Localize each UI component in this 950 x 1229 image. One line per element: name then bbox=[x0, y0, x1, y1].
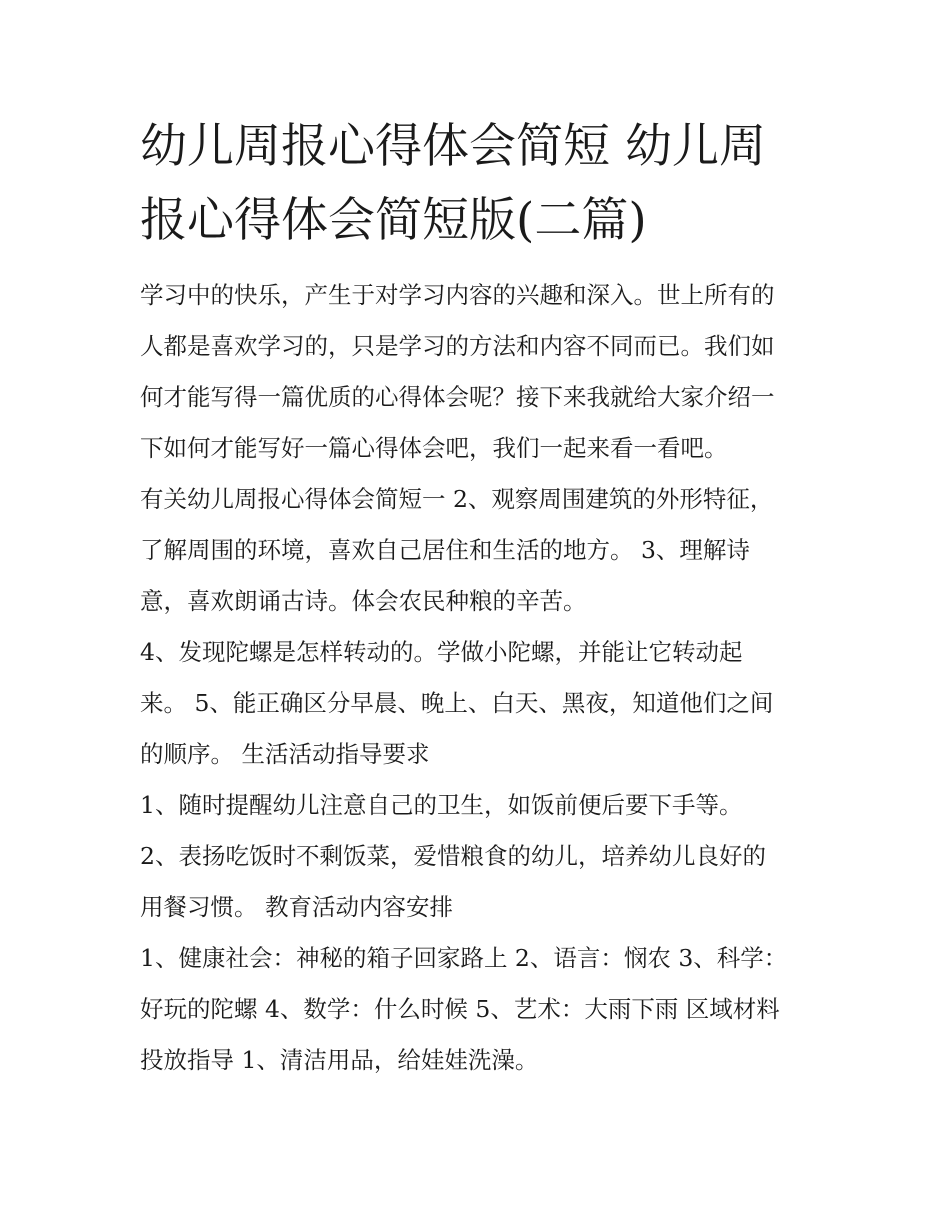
paragraph-life-2: 2、表扬吃饭时不剩饭菜，爱惜粮食的幼儿，培养幼儿良好的 用餐习惯。 教育活动内容安排 bbox=[140, 842, 766, 921]
document-title: 幼儿周报心得体会简短 幼儿周 报心得体会简短版(二篇) bbox=[140, 119, 766, 248]
document-body bbox=[140, 110, 820, 1086]
paragraph-goals-1: 有关幼儿周报心得体会简短一 2、观察周围建筑的外形特征， 了解周围的环境，喜欢自己居住和生活的地方。 3、理解诗 意，喜欢朗诵古诗。体会农民种粮的辛苦。 bbox=[140, 485, 774, 615]
paragraph-goals-2: 4、发现陀螺是怎样转动的。学做小陀螺，并能让它转动起 来。 5、能正确区分早晨、晚上、白天、黑夜，知道他们之间 的顺序。 生活活动指导要求 bbox=[140, 638, 774, 768]
paragraph-life-1: 1、随时提醒幼儿注意自己的卫生，如饭前便后要下手等。 bbox=[140, 791, 743, 819]
paragraph-intro: 学习中的快乐，产生于对学习内容的兴趣和深入。世上所有的 人都是喜欢学习的，只是学习的方法和内容不同而已。我们如 何才能写得一篇优质的心得体会呢？接下来我就给大家介绍一 下如何才能写好一篇心得体会吧，我们一起来看一看吧。 bbox=[140, 281, 775, 462]
paragraph-activities: 1、健康社会：神秘的箱子回家路上 2、语言：悯农 3、科学： 好玩的陀螺 4、数学：什么时候 5、艺术：大雨下雨 区域材料 投放指导 1、清洁用品，给娃娃洗澡。 bbox=[140, 944, 788, 1074]
